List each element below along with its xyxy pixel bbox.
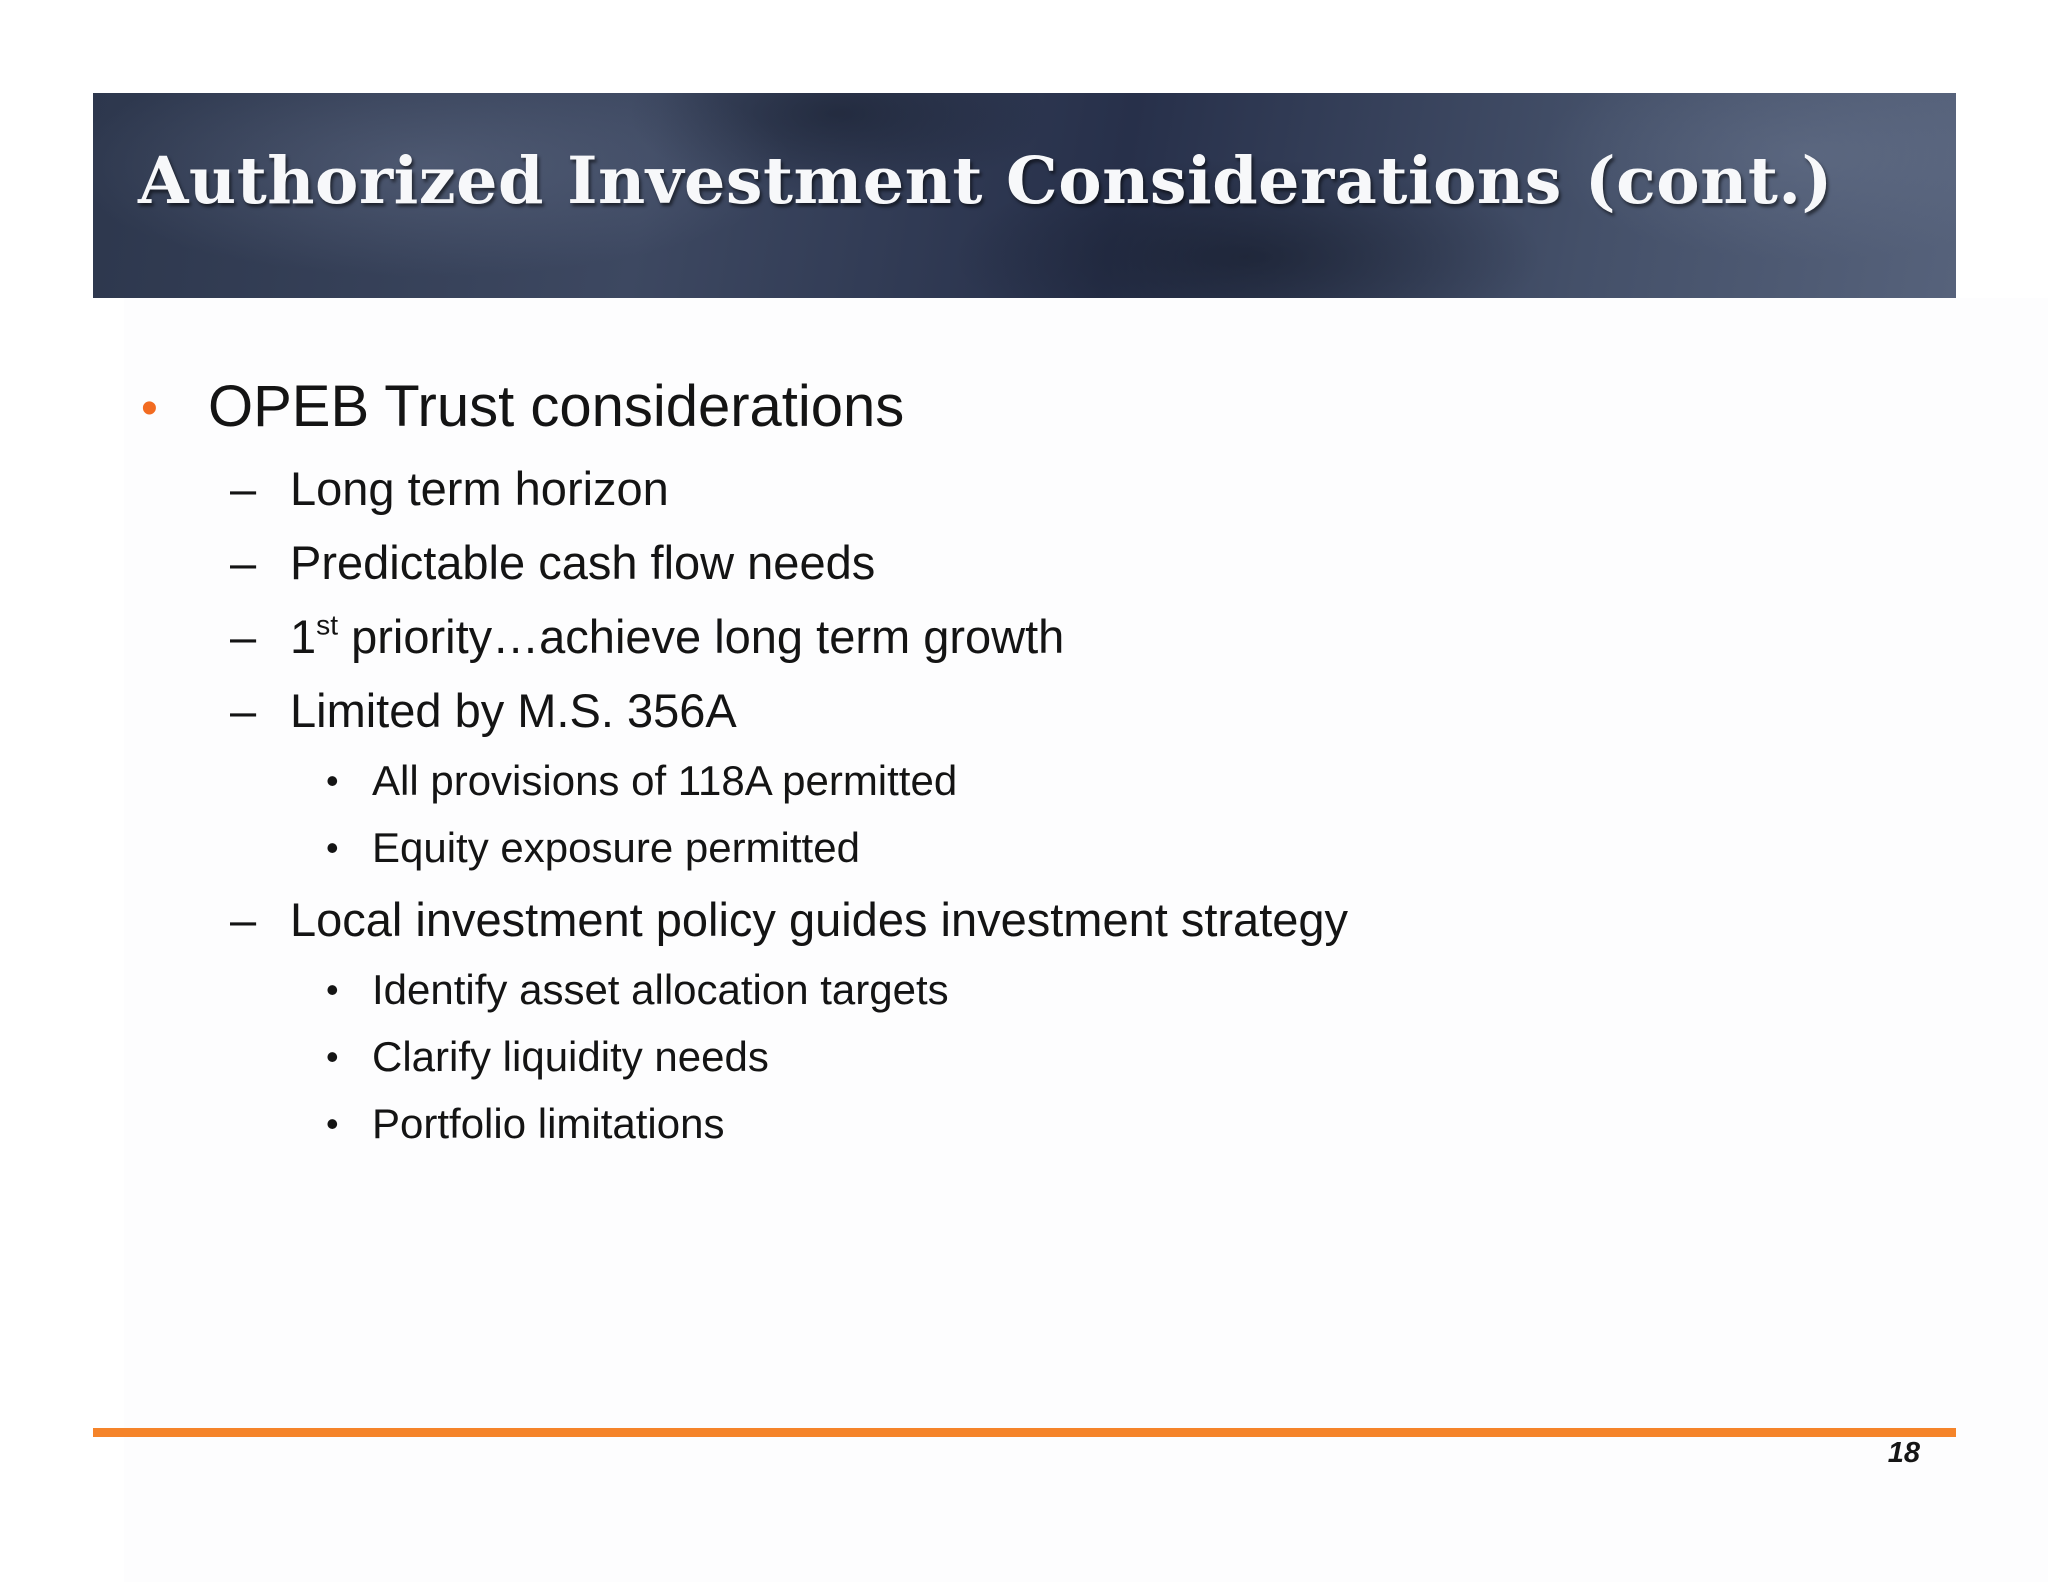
sub-sub-bullet-portfolio-limitations: Portfolio limitations <box>372 1100 725 1147</box>
dot-marker-icon: • <box>326 760 339 801</box>
bullet-opeb-trust: OPEB Trust considerations <box>208 374 905 439</box>
sub-sub-bullet-liquidity: Clarify liquidity needs <box>372 1033 769 1080</box>
sub-bullet-long-term-horizon: Long term horizon <box>290 462 669 515</box>
dash-marker-icon: – <box>230 610 257 663</box>
first-priority-ordinal: st <box>316 608 339 641</box>
dash-marker-icon: – <box>230 893 257 946</box>
sub-bullet-predictable-cash-flow: Predictable cash flow needs <box>290 536 876 589</box>
first-priority-number: 1 <box>290 610 317 663</box>
sub-bullet-first-priority <box>290 609 1064 664</box>
sub-bullet-local-policy: Local investment policy guides investment strategy <box>290 893 1349 946</box>
sub-bullet-limited-by: Limited by M.S. 356A <box>290 684 737 737</box>
dot-marker-icon: • <box>326 969 339 1010</box>
page-number: 18 <box>1887 1437 1920 1469</box>
dash-marker-icon: – <box>230 462 257 515</box>
dash-marker-icon: – <box>230 536 257 589</box>
dash-marker-icon: – <box>230 684 257 737</box>
orange-bullet-icon: • <box>141 382 158 435</box>
dot-marker-icon: • <box>326 1103 339 1144</box>
sub-sub-bullet-asset-allocation: Identify asset allocation targets <box>372 966 949 1013</box>
dot-marker-icon: • <box>326 1036 339 1077</box>
sub-sub-bullet-equity: Equity exposure permitted <box>372 824 860 871</box>
dot-marker-icon: • <box>326 827 339 868</box>
first-priority-text: priority…achieve long term growth <box>338 610 1065 663</box>
footer-divider <box>93 1428 1956 1437</box>
title-banner <box>93 93 1956 298</box>
sub-sub-bullet-118a: All provisions of 118A permitted <box>372 757 958 804</box>
slide-title: Authorized Investment Considerations (cont.) <box>138 143 1833 219</box>
